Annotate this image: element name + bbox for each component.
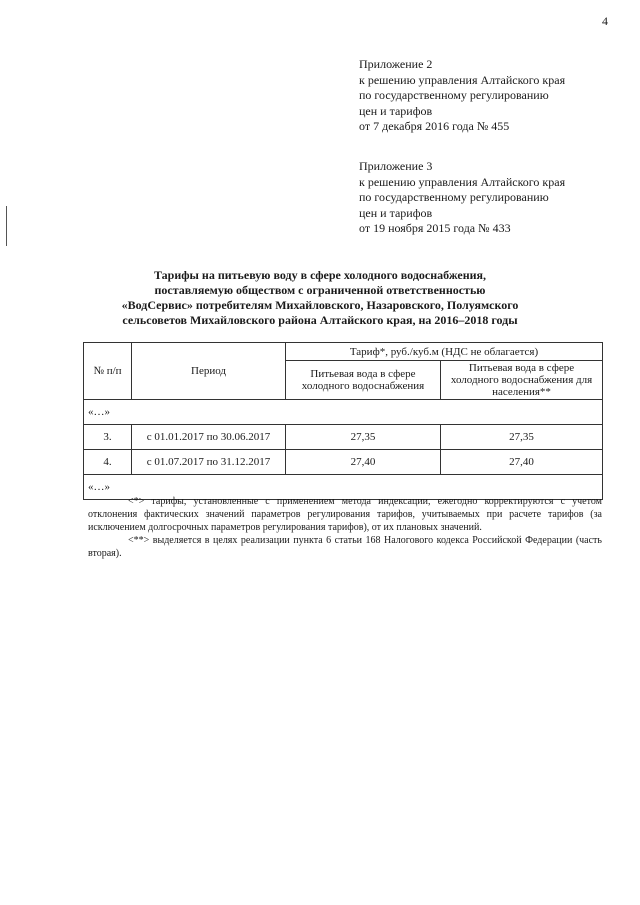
row-tariff-cold-water: 27,40	[286, 450, 441, 475]
footnote-1: <*> тарифы, установленные с применением метода индексации, ежегодно корректируются с учетом отклонения фактических значений параметров регулирования тарифов, учитываемых при расчете тарифов (за исключением долгосрочных параметров регулирования тарифов), от их плановых значений.	[88, 496, 602, 533]
appendix-3-line: по государственному регулированию	[359, 190, 549, 204]
appendix-3-line: к решению управления Алтайского края	[359, 174, 566, 189]
title-line: «ВодСервис» потребителям Михайловского, Назаровского, Полуямского	[121, 298, 519, 312]
footnotes	[88, 495, 602, 560]
header-tariff-cold-water: Питьевая вода в сфере холодного водоснабжения	[286, 361, 441, 400]
header-period: Период	[132, 343, 286, 400]
table-row	[84, 425, 603, 450]
appendix-3-line: Приложение 3	[359, 159, 433, 173]
title-line: поставляемую обществом с ограниченной ответственностью	[154, 283, 486, 297]
ellipsis-row-top: «…»	[84, 400, 603, 425]
scan-edge-mark	[6, 206, 7, 246]
table-row	[84, 450, 603, 475]
row-period: с 01.01.2017 по 30.06.2017	[132, 425, 286, 450]
appendix-2-line: к решению управления Алтайского края	[359, 72, 566, 87]
appendix-3-line: от 19 ноября 2015 года № 433	[359, 221, 511, 235]
document-title	[80, 268, 560, 328]
page-number: 4	[602, 14, 608, 28]
appendix-2-line: цен и тарифов	[359, 103, 433, 118]
row-period: с 01.07.2017 по 31.12.2017	[132, 450, 286, 475]
row-tariff-population: 27,35	[441, 425, 603, 450]
row-number: 4.	[84, 450, 132, 475]
title-line: Тарифы на питьевую воду в сфере холодного водоснабжения,	[153, 268, 487, 282]
appendix-3-line: цен и тарифов	[359, 205, 433, 220]
appendix-2-line: Приложение 2	[359, 57, 433, 71]
row-tariff-cold-water: 27,35	[286, 425, 441, 450]
header-tariff-population: Питьевая вода в сфере холодного водоснабжения для населения**	[441, 361, 603, 400]
header-tariff-group: Тариф*, руб./куб.м (НДС не облагается)	[286, 343, 603, 361]
header-number: № п/п	[84, 343, 132, 400]
appendix-2-line: по государственному регулированию	[359, 88, 549, 102]
title-line: сельсоветов Михайловского района Алтайского края, на 2016–2018 годы	[122, 313, 518, 327]
tariff-table	[83, 342, 603, 500]
ellipsis-row-bottom: «…»	[84, 475, 603, 500]
appendix-2-header	[359, 57, 629, 135]
row-number: 3.	[84, 425, 132, 450]
footnote-2: <**> выделяется в целях реализации пункта 6 статьи 168 Налогового кодекса Российской Федерации (часть вторая).	[88, 535, 602, 559]
row-tariff-population: 27,40	[441, 450, 603, 475]
appendix-2-line: от 7 декабря 2016 года № 455	[359, 119, 510, 133]
appendix-3-header	[359, 159, 629, 237]
